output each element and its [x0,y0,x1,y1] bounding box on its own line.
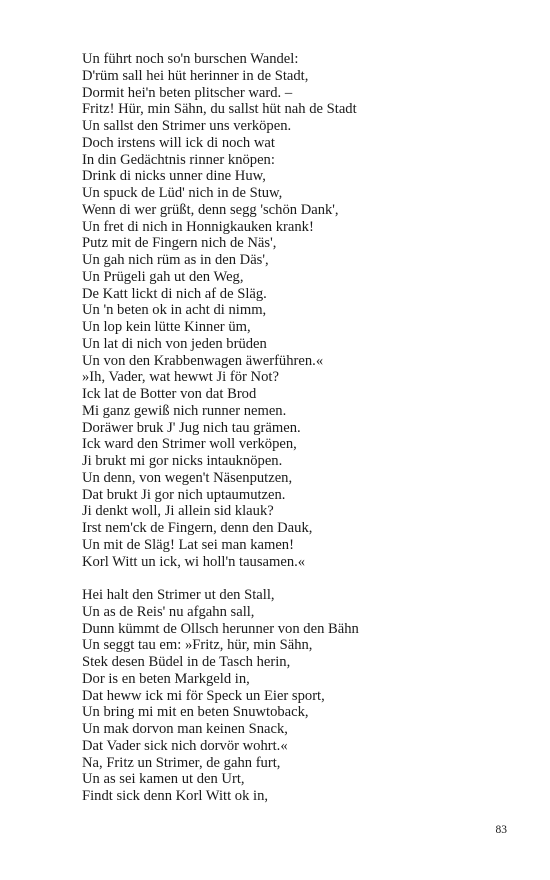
poem-line: Na, Fritz un Strimer, de gahn furt, [82,754,281,771]
poem-line: Un führt noch so'n burschen Wandel: [82,51,299,67]
poem-line: Dormit hei'n beten plitscher ward. – [82,84,293,101]
poem-line: Un seggt tau em: »Fritz, hür, min Sähn, [82,637,313,654]
poem-line: Hei halt den Strimer ut den Stall, [82,587,275,603]
poem-line: Un lat di nich von jeden brüden [82,335,267,352]
poem-line: Un bring mi mit en beten Snuwtoback, [82,704,309,721]
poem-line: Ji brukt mi gor nicks intauknöpen. [82,453,283,469]
poem-line: Un mak dorvon man keinen Snack, [82,721,288,737]
poem-line: In din Gedächtnis rinner knöpen: [82,151,275,168]
poem-line: Un spuck de Lüd' nich in de Stuw, [82,185,283,201]
poem-line: Un as de Reis' nu afgahn sall, [82,603,255,620]
poem-line: Un mit de Släg! Lat sei man kamen! [82,536,294,553]
poem-line: Ick ward den Strimer woll verköpen, [82,436,297,453]
poem-line: Un sallst den Strimer uns verköpen. [82,118,292,134]
poem-line: Un 'n beten ok in acht di nimm, [82,302,267,319]
page-number: 83 [495,824,507,836]
poem-line: Irst nem'ck de Fingern, denn den Dauk, [82,520,313,536]
poem-line: Un gah nich rüm as in den Däs', [82,252,269,268]
poem-line: Un denn, von wegen't Näsenputzen, [82,469,293,486]
poem-line: Ick lat de Botter von dat Brod [82,386,257,402]
poem-line: Dat Vader sick nich dorvör wohrt.« [82,737,288,754]
poem-line: Un as sei kamen ut den Urt, [82,771,245,788]
poem-line: D'rüm sall hei hüt herinner in de Stadt, [82,67,309,84]
poem-line: Drink di nicks unner dine Huw, [82,168,266,185]
poem-line: Korl Witt un ick, wi holl'n tausamen.« [82,553,306,570]
poem-line: Dat heww ick mi för Speck un Eier sport, [82,687,325,704]
poem-line: Stek desen Büdel in de Tasch herin, [82,654,291,670]
poem-line: Un lop kein lütte Kinner üm, [82,319,251,335]
poem-line: Findt sick denn Korl Witt ok in, [82,788,269,804]
poem-line: »Ih, Vader, wat hewwt Ji för Not? [82,369,279,386]
poem-line: De Katt lickt di nich af de Släg. [82,285,267,302]
poem-stanza-1 [82,51,512,570]
poem-line: Ji denkt woll, Ji allein sid klauk? [82,503,274,520]
poem-line: Un fret di nich in Honnigkauken krank! [82,218,314,235]
poem-line: Doräwer bruk J' Jug nich tau grämen. [82,419,301,436]
poem-stanza-2 [82,587,512,805]
poem-line: Putz mit de Fingern nich de Näs', [82,235,277,252]
poem-line: Mi ganz gewiß nich runner nemen. [82,402,287,419]
poem-line: Un Prügeli gah ut den Weg, [82,268,244,285]
poem-line: Doch irstens will ick di noch wat [82,134,275,151]
poem-line: Un von den Krabbenwagen äwerführen.« [82,352,324,369]
poem-line: Dor is en beten Markgeld in, [82,670,250,687]
poem-line: Wenn di wer grüßt, denn segg 'schön Dank', [82,201,339,218]
poem-line: Fritz! Hür, min Sähn, du sallst hüt nah de Stadt [82,101,357,118]
poem-line: Dunn kümmt de Ollsch herunner von den Bähn [82,620,359,637]
poem-line: Dat brukt Ji gor nich uptaumutzen. [82,486,286,503]
